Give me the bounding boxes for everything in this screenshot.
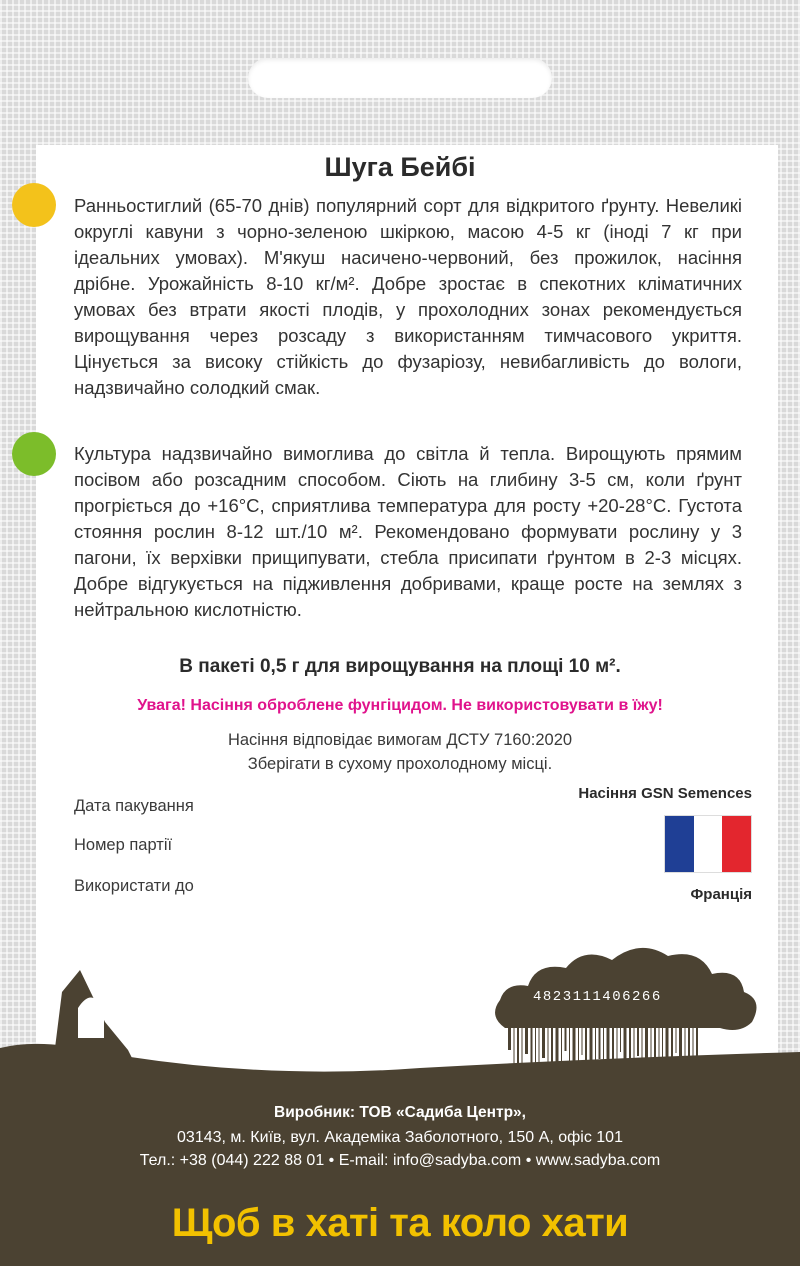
- barcode-bar: [514, 1028, 515, 1087]
- fungicide-warning: Увага! Насіння оброблене фунгіцидом. Не використовувати в їжу!: [137, 697, 663, 714]
- barcode-bar: [696, 1028, 698, 1094]
- manufacturer-contacts: Тел.: +38 (044) 222 88 01 • E-mail: info@sadyba.com • www.sadyba.com: [139, 1152, 661, 1169]
- barcode-bar: [565, 1028, 567, 1051]
- growing-instructions: Культура надзвичайно вимоглива до світла й тепла. Вирощують прямим посівом або розсадним способом. Сіють на глибину 3-5 см, коли ґрунт прогріється до +16°С, сприятлива температура для росту +20-28°С. Густота стояння рослин 8-12 шт./10 м². Рекомендовано формувати рослину у 3 пагони, їх верхівки прищипувати, стебла присипати ґрунтом в 2-3 місцях. Добре відгукується на підживлення добривами, краще росте на землях з нейтральною кислотністю.: [74, 443, 742, 620]
- standard-and-storage: [0, 728, 800, 776]
- barcode-bar: [645, 1028, 648, 1082]
- barcode-bar: [607, 1028, 610, 1085]
- barcode-bar: [671, 1028, 673, 1064]
- barcode-bar: [539, 1028, 540, 1069]
- brand-slogan: Щоб в хаті та коло хати: [171, 1201, 629, 1245]
- barcode-bar: [599, 1028, 601, 1059]
- barcode-bar: [659, 1028, 660, 1097]
- france-flag-icon: [665, 816, 751, 872]
- barcode-bar: [634, 1028, 635, 1067]
- barcode-bar: [548, 1028, 549, 1095]
- barcode-bar: [617, 1028, 618, 1063]
- packet-info: В пакеті 0,5 г для вирощування на площі 10 м².: [179, 656, 621, 677]
- barcode-bar: [603, 1028, 604, 1096]
- barcode-bar: [679, 1028, 682, 1090]
- barcode-bar: [595, 1028, 596, 1070]
- barcode-bar: [666, 1028, 669, 1075]
- barcode-number: 4823111406266: [533, 989, 662, 1005]
- barcode-bar: [569, 1028, 570, 1088]
- standard-text: Насіння відповідає вимогам ДСТУ 7160:2020: [227, 731, 573, 749]
- product-description: Ранньостиглий (65-70 днів) популярний сорт для відкритого ґрунту. Невеликі округлі кавуни з чорно-зеленою шкіркою, масою 4-5 кг (іноді 7 кг при ідеальних умовах). М'якуш насичено-червоний, без прожилок, насіння дрібне. Урожайність 8-10 кг/м². Добре зростає в спекотних кліматичних умовах без втрати якості плодів, у прохолодних зонах рекомендується вирощування через розсаду з використанням тимчасового укриття. Цінується за високу стійкість до фузаріозу, невибагливість до вологи, надзвичайно солодкий смак.: [74, 195, 742, 398]
- barcode-bar: [676, 1028, 677, 1053]
- seed-supplier: Насіння GSN Semences: [578, 785, 752, 802]
- storage-text: Зберігати в сухому прохолодному місці.: [247, 755, 553, 773]
- house-icon: [40, 970, 142, 1078]
- origin-country: Франція: [690, 886, 752, 903]
- barcode-bar: [642, 1028, 643, 1093]
- barcode-bar: [578, 1028, 579, 1066]
- barcode-bar: [629, 1028, 631, 1078]
- barcode-bar: [508, 1028, 511, 1050]
- barcode-bar: [531, 1028, 533, 1091]
- yellow-dot-icon: [12, 183, 56, 227]
- barcode-bar: [525, 1028, 528, 1054]
- barcode-bar: [654, 1028, 656, 1060]
- barcode-bar: [561, 1028, 562, 1062]
- barcode-bar: [573, 1028, 576, 1077]
- barcode-bar: [620, 1028, 621, 1052]
- barcode-bar: [624, 1028, 627, 1089]
- barcode-bar: [662, 1028, 663, 1086]
- barcode-bar: [517, 1028, 519, 1076]
- barcode-bar: [688, 1028, 690, 1068]
- batch-number-label: Номер партії: [74, 836, 173, 854]
- manufacturer-name: Виробник: ТОВ «Садиба Центр»,: [274, 1104, 526, 1121]
- barcode-bar: [522, 1028, 523, 1065]
- barcode-bar: [590, 1028, 593, 1081]
- barcode-bar: [612, 1028, 614, 1074]
- barcode-bar: [585, 1028, 587, 1092]
- barcode-bar: [556, 1028, 559, 1073]
- green-dot-icon: [12, 432, 56, 476]
- barcode-bar: [693, 1028, 694, 1057]
- barcode-bar: [685, 1028, 686, 1079]
- barcode-bar: [637, 1028, 639, 1056]
- product-title: Шуга Бейбі: [324, 152, 476, 182]
- use-by-label: Використати до: [74, 877, 194, 895]
- hang-slot: [248, 58, 552, 98]
- barcode-bar: [582, 1028, 583, 1055]
- manufacturer-address: 03143, м. Київ, вул. Академіка Заболотного, 150 А, офіс 101: [177, 1129, 623, 1146]
- barcode-bar: [651, 1028, 652, 1071]
- pack-date-label: Дата пакування: [74, 797, 194, 815]
- barcode-bar: [551, 1028, 553, 1084]
- barcode-bar: [542, 1028, 545, 1058]
- barcode-bar: [535, 1028, 536, 1080]
